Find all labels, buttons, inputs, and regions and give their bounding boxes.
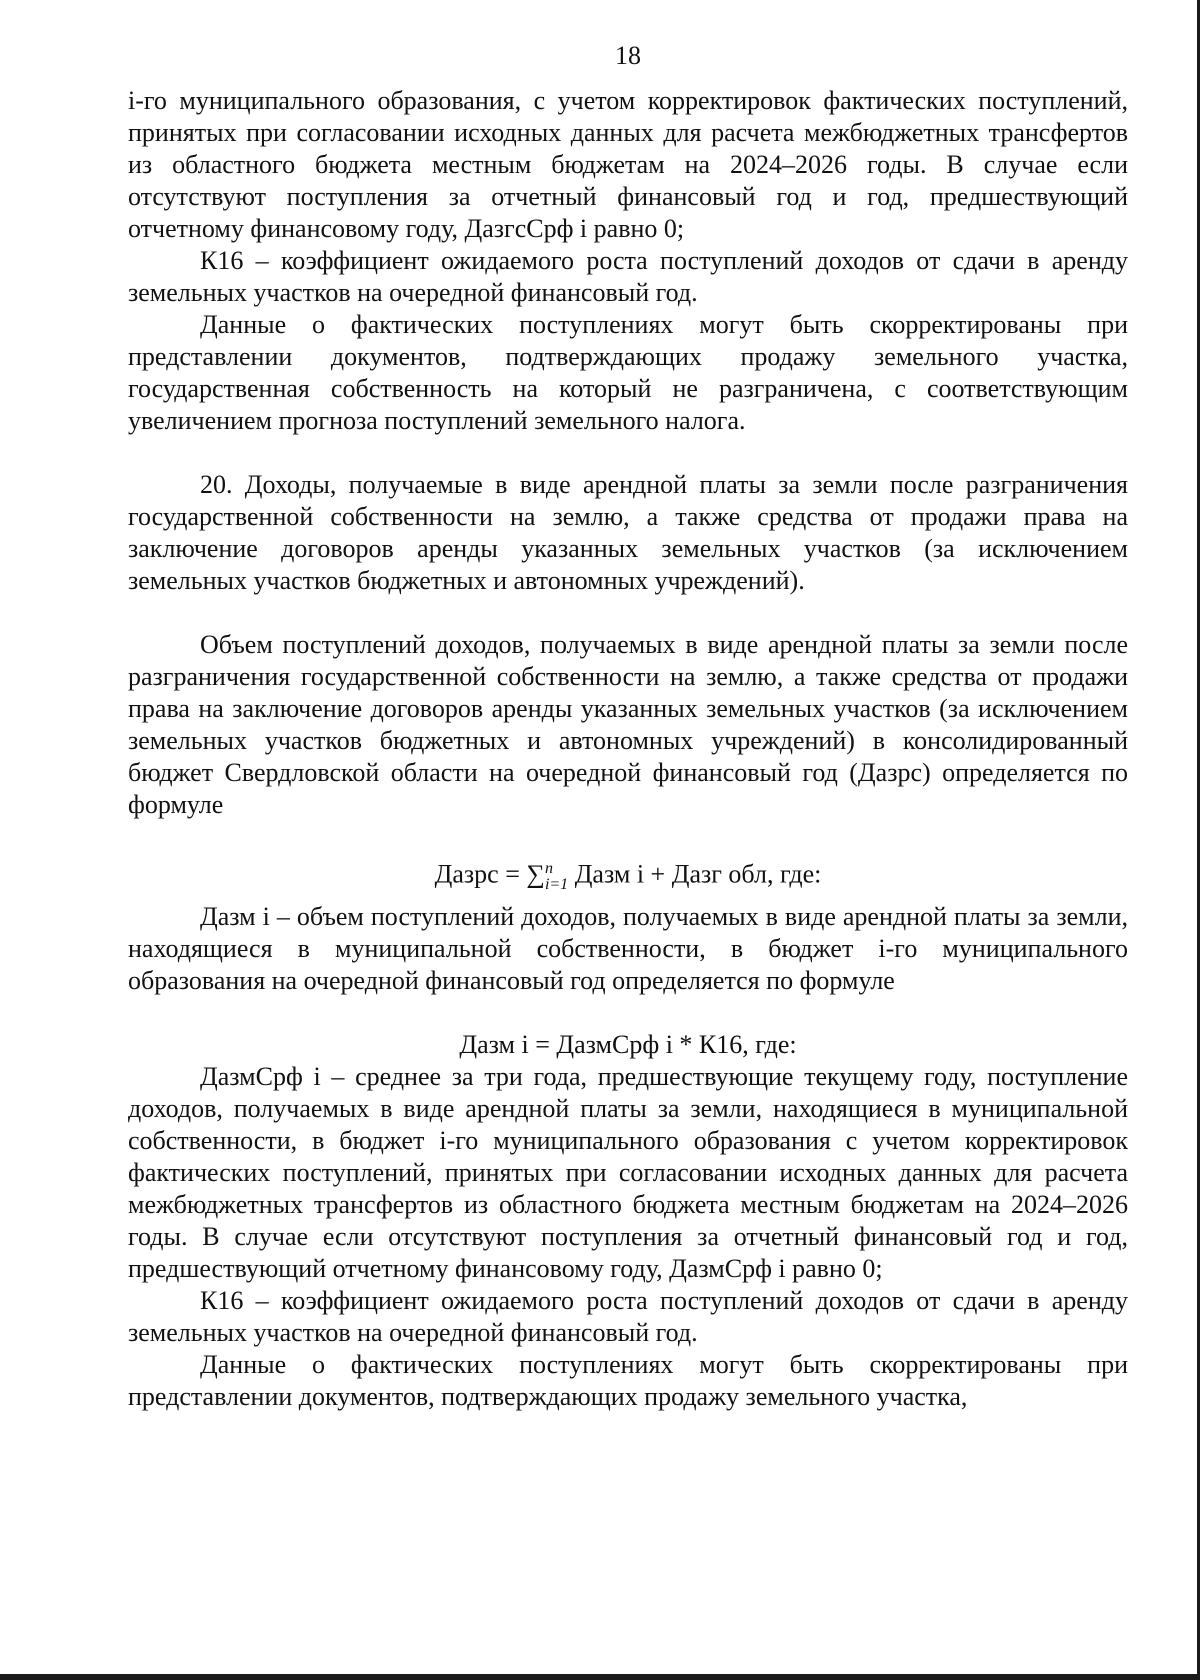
document-body (128, 85, 1128, 1413)
paragraph-correction-note-2: Данные о фактических поступлениях могут быть скорректированы при представлении документов, подтверждающих продажу земельного участка, (128, 1349, 1128, 1411)
paragraph-dazmsrf-definition: ДазмСрф i – среднее за три года, предшествующие текущему году, поступление доходов, получаемых в виде арендной платы за земли, находящиеся в муниципальной собственности, в бюджет i-го муниципального образования с учетом корректировок фактических поступлений, принятых при согласовании исходных данных для расчета межбюджетных трансфертов из областного бюджета местным бюджетам на 2024–2026 годы. В случае если отсутствуют поступления за отчетный финансовый год и год, предшествующий отчетному финансовому году, ДазмСрф i равно 0; (128, 1061, 1128, 1283)
paragraph-continuation: i-го муниципального образования, с учетом корректировок фактических поступлений, принятых при согласовании исходных данных для расчета межбюджетных трансфертов из областного бюджета местным бюджетам на 2024–2026 годы. В случае если отсутствуют поступления за отчетный финансовый год и год, предшествующий отчетному финансовому году, ДазгсСрф i равно 0; (128, 86, 1128, 243)
paragraph-correction-note: Данные о фактических поступлениях могут быть скорректированы при представлении документов, подтверждающих продажу земельного участка, государственная собственность на который не разграничена, с соответствующим увеличением прогноза поступлений земельного налога. (128, 310, 1128, 435)
sum-upper-limit: n (544, 860, 553, 877)
sum-symbol: ∑ (526, 859, 545, 889)
page-number: 18 (615, 41, 641, 70)
paragraph-k16-definition-2: К16 – коэффициент ожидаемого роста поступлений доходов от сдачи в аренду земельных участков на очередной финансовый год. (128, 1285, 1128, 1347)
paragraph-k16-definition: К16 – коэффициент ожидаемого роста поступлений доходов от сдачи в аренду земельных участков на очередной финансовый год. (128, 246, 1128, 307)
formula-dazrs (128, 853, 1128, 901)
section-20-heading: 20. Доходы, получаемые в виде арендной платы за земли после разграничения государственной собственности на землю, а также средства от продажи права на заключение договоров аренды указанных земельных участков (за исключением земельных участков бюджетных и автономных учреждений). (128, 470, 1128, 595)
formula-dazrs-rhs: Дазм i + Дазг обл, где: (568, 859, 822, 889)
page-bottom-border (0, 1674, 1200, 1680)
formula-dazrs-lhs: Дазрс = (434, 859, 527, 889)
paragraph-dazm-definition: Дазм i – объем поступлений доходов, получаемых в виде арендной платы за земли, находящиеся в муниципальной собственности, в бюджет i-го муниципального образования на очередной финансовый год определяется по формуле (128, 901, 1128, 995)
formula-dazm: Дазм i = ДазмСрф i * К16, где: (459, 1029, 797, 1059)
sum-lower-limit: i=1 (544, 875, 569, 893)
paragraph-volume-description: Объем поступлений доходов, получаемых в виде арендной платы за земли после разграничения государственной собственности на землю, а также средства от продажи права на заключение договоров аренды указанных земельных участков (за исключением земельных участков бюджетных и автономных учреждений) в консолидированный бюджет Свердловской области на очередной финансовый год (Дазрс) определяется по формуле (128, 630, 1128, 819)
